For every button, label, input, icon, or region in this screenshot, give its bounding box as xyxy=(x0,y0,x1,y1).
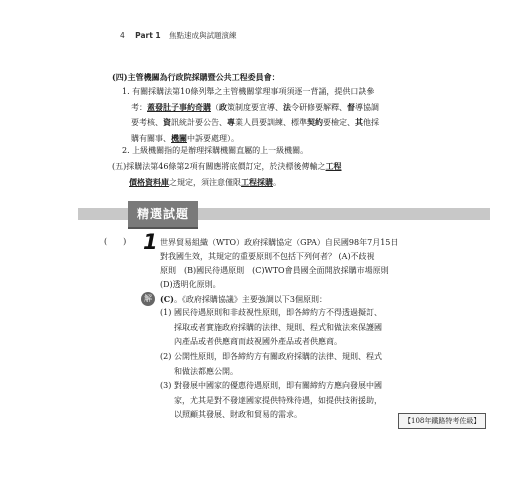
section-5: (五)採購法第46條第2項有關應將底價訂定，於決標後傳輸之工程 價格資料庫之規定，須注意僅限工程採購。 xyxy=(112,161,342,187)
page-number: 4 xyxy=(120,31,125,40)
question-text: 世界貿易組織（WTO）政府採購協定（GPA）自民國98年7月15日 對我國生效，其規定的重要原則不包括下列何者？ (A)不歧視 原則 (B)國民待遇原則 (C)WTO會員國全面開放採購市場原則 (D)透明化原則。 xyxy=(160,238,399,289)
band-title: 精選試題 xyxy=(128,201,198,229)
section-4-heading: (四)主管機關為行政院採購暨公共工程委員會： xyxy=(112,72,280,82)
exam-source-tag: 【108年鐵路特考佐級】 xyxy=(398,413,486,429)
solution-icon: 解 xyxy=(141,292,155,306)
answer-item: (3) 對發展中國家的優惠待遇原則，即有關締約方應向發展中國 家，尤其是對不發達國家提供特殊待遇，如提供技術援助， 以照顧其發展、財政和貿易的需求。 xyxy=(160,381,382,419)
answer-lead: (C)。《政府採購協議》主要強調以下3個原則： xyxy=(160,294,328,304)
answer-item: (2) 公開性原則，即各締約方有關政府採購的法律、規則、程式 和做法都應公開。 xyxy=(160,352,382,376)
part-label: Part 1 xyxy=(135,31,161,40)
answer-choice: (C) xyxy=(160,294,174,304)
section-4-item-1: 1. 有關採購法第10條列舉之主管機關掌理事項須逐一背誦，提供口訣參 考：蓋發肚子事約奇購（政策制度要宣導、法令研修要解釋、督導協調 要考核、資訊統計要公告、專業人員要訓練、標準契約要檢定、其他採 購有關事、機關中訴要處理）。 xyxy=(122,87,379,143)
chapter-title: 焦點速成與試題演練 xyxy=(169,31,237,40)
question-number: 1 xyxy=(143,230,158,254)
section-4-item-2: 2. 上級機關指的是辦理採購機關直屬的上一級機關。 xyxy=(122,146,309,155)
answer-item: (1) 國民待遇原則和非歧視性原則，即各締約方不得透過擬訂、 採取或者實施政府採購的法律、規則、程式和做法來保護國 內產品或者供應商而歧視國外產品或者供應商。 xyxy=(160,308,382,346)
mnemonic: 蓋發肚子事約奇購 xyxy=(147,101,211,112)
page-header xyxy=(120,30,237,41)
answer-blank: ( ) xyxy=(104,237,127,246)
